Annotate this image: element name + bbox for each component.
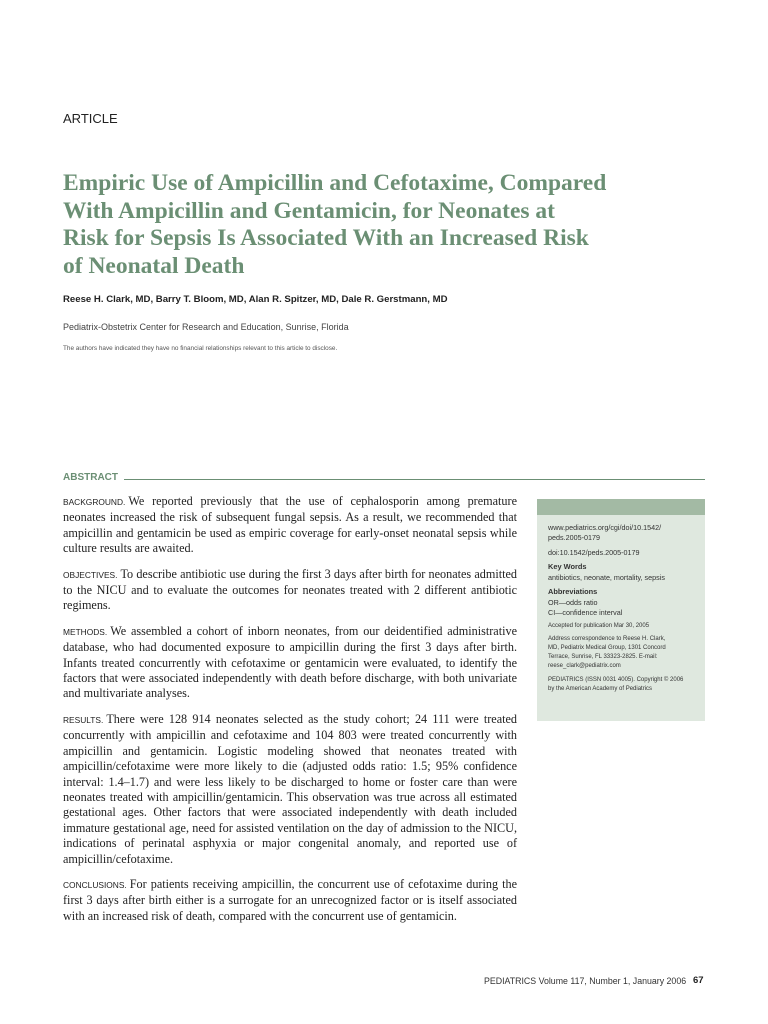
doi: doi:10.1542/peds.2005-0179 (548, 548, 640, 557)
abbreviation-ci: CI—confidence interval (548, 608, 623, 617)
abstract-heading: ABSTRACT (63, 472, 118, 483)
copyright-line: PEDIATRICS (ISSN 0031 4005). Copyright © 2006 (548, 677, 684, 683)
title-line: With Ampicillin and Gentamicin, for Neonates at (63, 197, 555, 224)
correspondence-line: MD, Pediatrix Medical Group, 1301 Concord (548, 645, 666, 651)
title-line: Risk for Sepsis Is Associated With an Increased Risk (63, 225, 589, 251)
page-number: 67 (693, 975, 704, 986)
abstract-divider (124, 479, 705, 480)
copyright-line: by the American Academy of Pediatrics (548, 686, 653, 692)
abstract-results (63, 712, 517, 867)
conclusions-text: For patients receiving ampicillin, the concurrent use of cefotaxime during the first 3 days after birth either is a surrogate for an unrecognized factor or is itself associated with an increased risk of death, compared with the concurrent use of gentamicin. (63, 876, 517, 923)
financial-disclosure: The authors have indicated they have no financial relationships relevant to this article to disclose. (63, 345, 338, 352)
url-line: peds.2005-0179 (548, 533, 600, 542)
title-line: Empiric Use of Ampicillin and Cefotaxime, Compared (63, 170, 607, 196)
article-url[interactable] (548, 523, 698, 543)
sidebar-content (548, 523, 698, 699)
correspondence (548, 635, 698, 671)
objectives-text: To describe antibiotic use during the first 3 days after birth for neonates admitted to the NICU and to evaluate the outcomes for neonates treated with 2 different antibiotic regimens. (63, 566, 517, 613)
abstract-body (63, 494, 517, 934)
section-label-results: RESULTS. (63, 714, 104, 725)
article-info-sidebar (537, 499, 705, 721)
methods-text: We assembled a cohort of inborn neonates, from our deidentified administrative database, who had documented exposure to ampicillin during the first 3 days after birth. Infants treated concurrently with cefotaxime or gentamicin were evaluated, to identify the factors that were associated independently with death before discharge, with both univariate and multivariate analyses. (63, 623, 517, 701)
section-label-methods: METHODS. (63, 626, 108, 637)
journal-footer: PEDIATRICS Volume 117, Number 1, January 2006 (484, 976, 687, 986)
results-text: There were 128 914 neonates selected as the study cohort; 24 111 were treated concurrently with ampicillin and cefotaxime and 104 803 were treated concurrently with ampicillin and gentamicin. Logistic modeling showed that neonates treated with ampicillin/cefotaxime were more likely to die (adjusted odds ratio: 1.5; 95% confidence interval: 1.4–1.7) and were less likely to be discharged to home or foster care than were neonates treated with ampicillin/gentamicin. This observation was true across all estimated gestational ages. Other factors that were associated independently with death included immature gestational age, need for assisted ventilation on the day of admission to the NICU, indications of perinatal asphyxia or major congenital anomaly, and reported use of ampicillin/cefotaxime. (63, 711, 517, 866)
abstract-methods (63, 624, 517, 702)
abstract-objectives (63, 567, 517, 614)
correspondence-email[interactable]: reese_clark@pediatrix.com (548, 663, 621, 669)
background-text: We reported previously that the use of cephalosporin among premature neonates increased the risk of subsequent fungal sepsis. As a result, we recommended that ampicillin and gentamicin be used as empiric coverage for early-onset neonatal sepsis while culture results are awaited. (63, 494, 517, 556)
accepted-date: Accepted for publication Mar 30, 2005 (548, 623, 650, 629)
keywords-heading: Key Words (548, 562, 587, 571)
correspondence-line: Terrace, Sunrise, FL 33323-2825. E-mail: (548, 654, 658, 660)
article-title (63, 170, 723, 280)
section-label-conclusions: CONCLUSIONS. (63, 879, 127, 890)
abbreviation-or: OR—odds ratio (548, 598, 598, 607)
abstract-conclusions (63, 877, 517, 924)
section-label-background: BACKGROUND. (63, 497, 126, 507)
correspondence-line: Address correspondence to Reese H. Clark, (548, 636, 666, 642)
section-label: ARTICLE (63, 111, 118, 126)
abstract-background (63, 494, 517, 557)
url-line: www.pediatrics.org/cgi/doi/10.1542/ (548, 523, 662, 532)
copyright (548, 676, 698, 694)
title-line: of Neonatal Death (63, 252, 245, 279)
sidebar-header-band (537, 499, 705, 515)
keywords: antibiotics, neonate, mortality, sepsis (548, 573, 665, 582)
abbreviations-heading: Abbreviations (548, 587, 598, 596)
section-label-objectives: OBJECTIVES. (63, 569, 118, 580)
affiliation: Pediatrix-Obstetrix Center for Research and Education, Sunrise, Florida (63, 322, 349, 332)
author-list: Reese H. Clark, MD, Barry T. Bloom, MD, Alan R. Spitzer, MD, Dale R. Gerstmann, MD (63, 294, 448, 305)
